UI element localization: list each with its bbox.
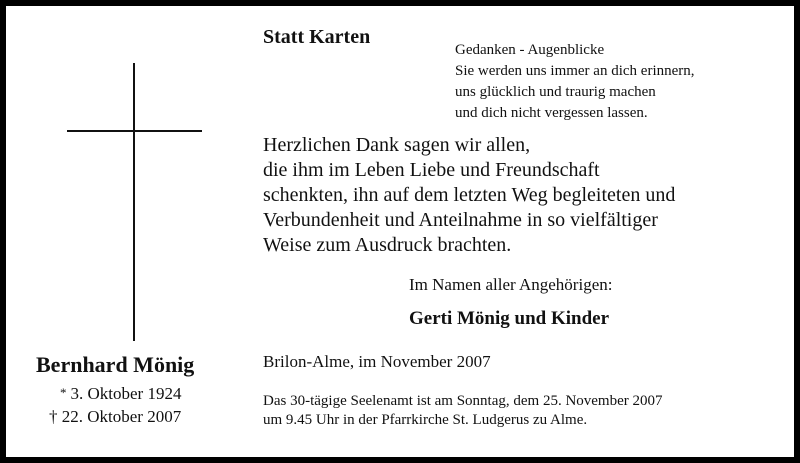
- poem-line: uns glücklich und traurig machen: [455, 84, 656, 100]
- mass-notice-line: um 9.45 Uhr in der Pfarrkirche St. Ludgerus zu Alme.: [263, 412, 588, 428]
- thanks-line: Verbundenheit und Anteilnahme in so vielfältiger: [263, 209, 658, 231]
- poem-block: [455, 40, 695, 124]
- death-cross-icon: †: [49, 407, 58, 426]
- on-behalf-label: Im Namen aller Angehörigen:: [409, 275, 613, 294]
- notice-heading: Statt Karten: [263, 26, 371, 48]
- mass-notice: [263, 392, 663, 430]
- mass-notice-line: Das 30-tägige Seelenamt ist am Sonntag, dem 25. November 2007: [263, 393, 663, 409]
- death-date-text: 22. Oktober 2007: [61, 407, 182, 426]
- poem-line: Sie werden uns immer an dich erinnern,: [455, 63, 695, 79]
- deceased-name: Bernhard Mönig: [36, 352, 195, 377]
- poem-title: Gedanken - Augenblicke: [455, 42, 605, 58]
- thanks-line: Herzlichen Dank sagen wir allen,: [263, 134, 531, 156]
- thanks-line: schenkten, ihn auf dem letzten Weg begleiteten und: [263, 184, 676, 206]
- family-signature: Gerti Mönig und Kinder: [409, 308, 610, 329]
- birth-date-text: 3. Oktober 1924: [70, 384, 182, 403]
- poem-line: und dich nicht vergessen lassen.: [455, 105, 648, 121]
- place-date: Brilon-Alme, im November 2007: [263, 352, 491, 371]
- thanks-line: die ihm im Leben Liebe und Freundschaft: [263, 159, 600, 181]
- cross-icon-vertical-bar: [133, 63, 135, 341]
- birth-date: [60, 384, 181, 404]
- death-date: [49, 407, 181, 427]
- thanks-text: [263, 133, 675, 258]
- thanks-line: Weise zum Ausdruck brachten.: [263, 234, 512, 256]
- birth-star-icon: *: [60, 385, 67, 400]
- cross-icon-horizontal-bar: [67, 130, 202, 132]
